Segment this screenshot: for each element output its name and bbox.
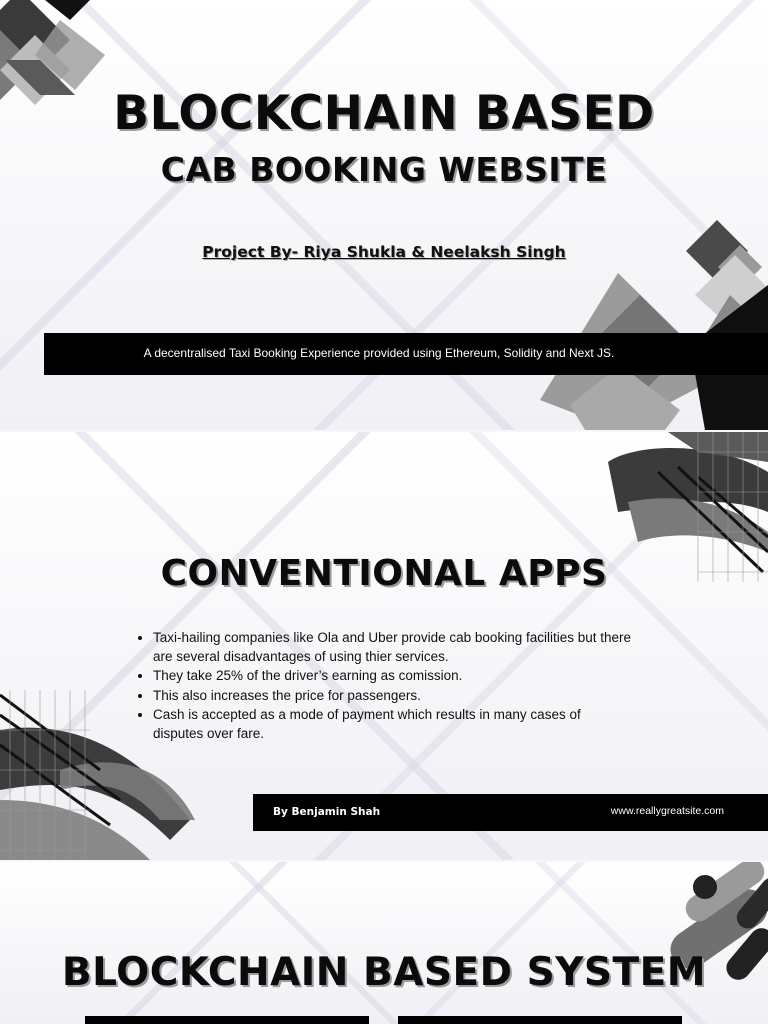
project-authors: Project By- Riya Shukla & Neelaksh Singh (202, 243, 566, 261)
content-box-right (398, 1016, 682, 1024)
list-item: • Taxi-hailing companies like Ola and Uber provide cab booking facilities but there are several disadvantages of using thier services. (153, 628, 633, 666)
footer-band (253, 794, 768, 831)
cover-title-line2: CAB BOOKING WEBSITE (160, 150, 608, 189)
list-item: • Cash is accepted as a mode of payment which results in many cases of disputes over fare. (153, 705, 633, 743)
blockchain-system-title: BLOCKCHAIN BASED SYSTEM (61, 950, 707, 995)
author-credit: By Benjamin Shah (273, 806, 381, 818)
decor-pills-right (670, 862, 768, 1024)
tagline-text: A decentralised Taxi Booking Experience provided using Ethereum, Solidity and Next JS. (143, 346, 615, 360)
website-link[interactable]: www.reallygreatsite.com (610, 805, 724, 817)
slide-conventional-apps (0, 432, 768, 860)
list-item: • This also increases the price for passengers. (153, 686, 633, 705)
slide-cover (0, 0, 768, 430)
tagline-band (44, 333, 768, 375)
content-box-left (85, 1016, 369, 1024)
cover-title-line1: BLOCKCHAIN BASED (113, 86, 655, 141)
conventional-apps-title: CONVENTIONAL APPS (160, 553, 608, 594)
list-item: • They take 25% of the driver’s earning as comission. (153, 666, 633, 685)
disadvantages-list (138, 628, 633, 743)
slide-blockchain-system (0, 862, 768, 1024)
